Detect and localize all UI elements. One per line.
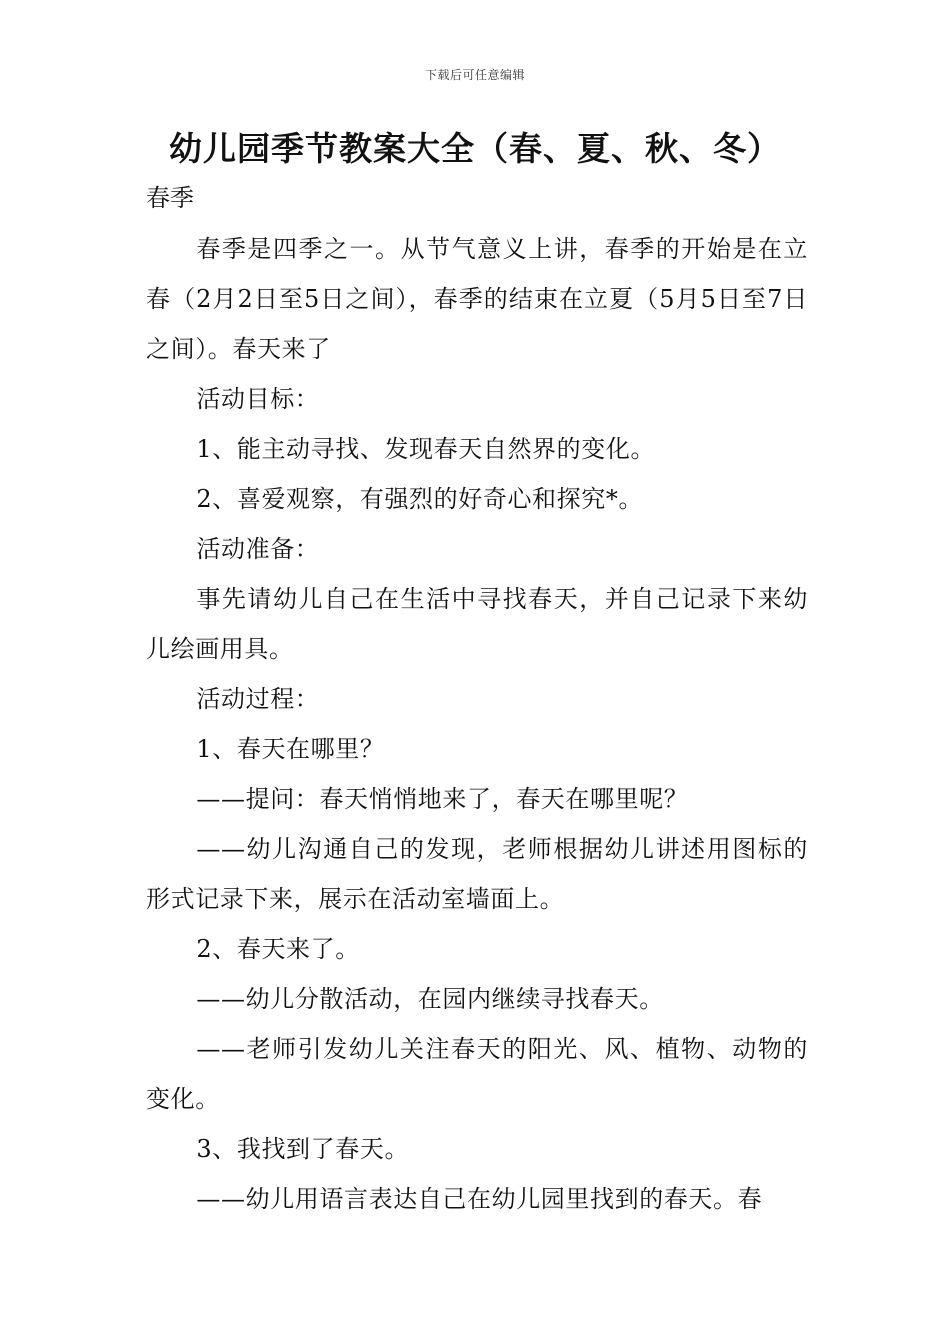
paragraph: ——幼儿分散活动，在园内继续寻找春天。 [196,985,664,1013]
paragraph: 活动准备： [196,535,320,563]
paragraph: 活动目标： [196,385,320,413]
paragraph: ——幼儿沟通自己的发现，老师根据幼儿讲述用图标的形式记录下来，展示在活动室墙面上。 [146,835,808,913]
paragraph: 春季是四季之一。从节气意义上讲，春季的开始是在立春（2月2日至5日之间），春季的结束在立夏（5月5日至7日之间）。春天来了 [146,235,808,363]
header-note: 下载后可任意编辑 [424,68,525,82]
paragraph: ——老师引发幼儿关注春天的阳光、风、植物、动物的变化。 [146,1035,808,1113]
document-title: 幼儿园季节教案大全（春、夏、秋、冬） [169,129,781,168]
paragraph: ——幼儿用语言表达自己在幼儿园里找到的春天。春 [196,1185,763,1213]
paragraph: 3、我找到了春天。 [196,1135,410,1163]
paragraph: ——提问：春天悄悄地来了，春天在哪里呢？ [196,785,689,813]
paragraph: 事先请幼儿自己在生活中寻找春天，并自己记录下来幼儿绘画用具。 [146,585,808,663]
document-body [146,224,808,1224]
section-heading: 春季 [146,184,194,212]
paragraph: 2、春天来了。 [196,935,360,963]
paragraph: 活动过程： [196,685,320,713]
paragraph: 2、喜爱观察，有强烈的好奇心和探究*。 [196,485,644,513]
paragraph: 1、能主动寻找、发现春天自然界的变化。 [196,435,656,463]
paragraph: 1、春天在哪里？ [196,735,385,763]
